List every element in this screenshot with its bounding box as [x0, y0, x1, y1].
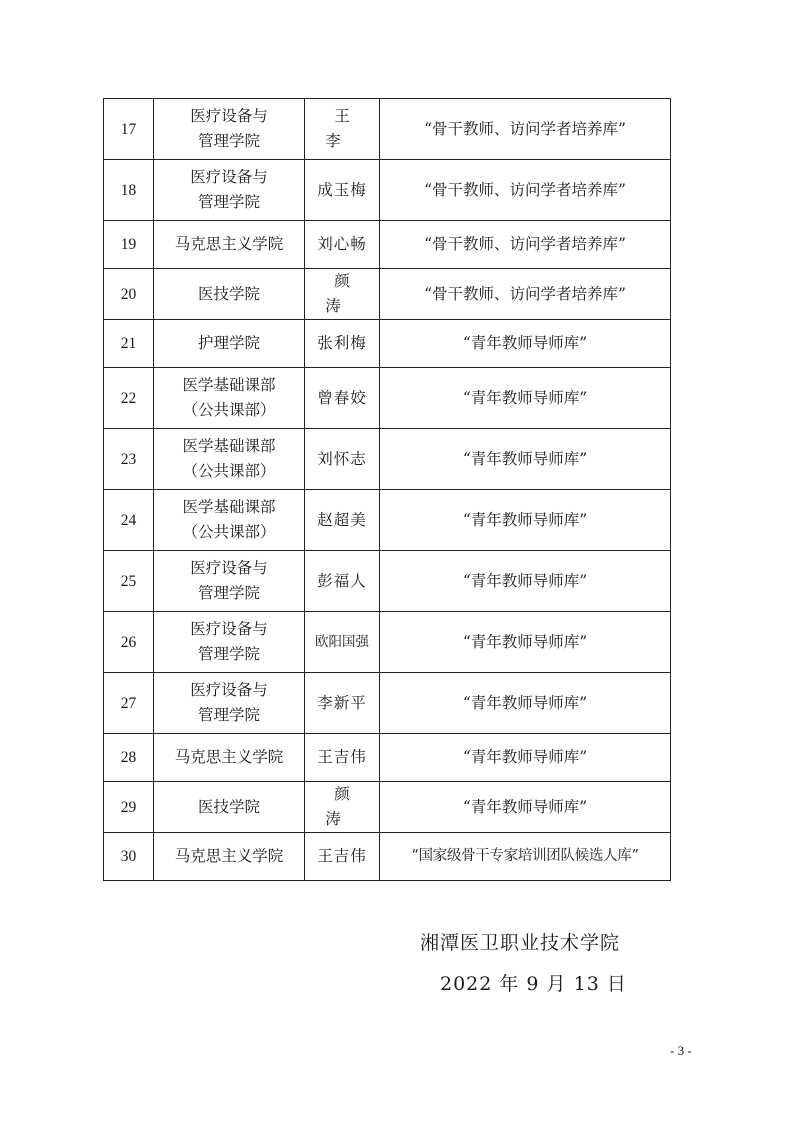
table-row — [104, 612, 671, 673]
table-row — [104, 673, 671, 734]
talent-library: “国家级骨干专家培训团队候选人库” — [380, 833, 671, 881]
department-cell — [154, 99, 305, 160]
department-line: 管理学院 — [197, 193, 260, 211]
talent-library: “青年教师导师库” — [380, 782, 671, 833]
department-line: 医疗设备与 — [190, 559, 268, 577]
teacher-name: 颜涛 — [305, 782, 380, 833]
roster-table-body — [104, 99, 671, 881]
teacher-name: 刘怀志 — [305, 429, 380, 490]
talent-library: “青年教师导师库” — [380, 612, 671, 673]
teacher-name: 刘心畅 — [305, 221, 380, 269]
row-number: 21 — [104, 320, 154, 368]
teacher-name: 李新平 — [305, 673, 380, 734]
row-number: 27 — [104, 673, 154, 734]
department-line: 医技学院 — [197, 284, 260, 303]
talent-library: “骨干教师、访问学者培养库” — [380, 221, 671, 269]
table-row — [104, 99, 671, 160]
table-row — [104, 221, 671, 269]
department-cell — [154, 269, 305, 320]
department-line: （公共课部） — [182, 462, 276, 480]
department-cell — [154, 833, 305, 881]
department-line: 管理学院 — [197, 706, 260, 724]
department-line: 医疗设备与 — [190, 107, 268, 125]
row-number: 30 — [104, 833, 154, 881]
department-line: 马克思主义学院 — [174, 748, 284, 766]
row-number: 24 — [104, 490, 154, 551]
row-number: 26 — [104, 612, 154, 673]
talent-library: “青年教师导师库” — [380, 673, 671, 734]
row-number: 23 — [104, 429, 154, 490]
page-number: - 3 - — [670, 1043, 692, 1058]
department-line: 马克思主义学院 — [174, 847, 284, 865]
department-line: 医疗设备与 — [190, 681, 268, 699]
department-line: 医疗设备与 — [190, 168, 268, 186]
talent-library: “青年教师导师库” — [380, 490, 671, 551]
row-number: 28 — [104, 734, 154, 782]
table-row — [104, 160, 671, 221]
talent-library: “骨干教师、访问学者培养库” — [380, 269, 671, 320]
department-line: 医学基础课部 — [182, 376, 276, 394]
signature-organization: 湘潭医卫职业技术学院 — [420, 932, 621, 954]
teacher-name: 颜涛 — [305, 269, 380, 320]
teacher-name: 王李 — [305, 99, 380, 160]
department-line: 医学基础课部 — [182, 437, 276, 455]
teacher-name: 曾春姣 — [305, 368, 380, 429]
teacher-name: 赵超美 — [305, 490, 380, 551]
teacher-name: 成玉梅 — [305, 160, 380, 221]
talent-library: “青年教师导师库” — [380, 429, 671, 490]
row-number: 19 — [104, 221, 154, 269]
talent-library: “青年教师导师库” — [380, 368, 671, 429]
roster-table — [103, 98, 671, 881]
teacher-name: 王吉伟 — [305, 734, 380, 782]
teacher-name: 张利梅 — [305, 320, 380, 368]
table-row — [104, 429, 671, 490]
talent-library: “青年教师导师库” — [380, 320, 671, 368]
teacher-name: 彭福人 — [305, 551, 380, 612]
signature-date: 2022 年 9 月 13 日 — [440, 973, 627, 995]
department-line: 管理学院 — [197, 132, 260, 150]
department-cell — [154, 551, 305, 612]
department-cell — [154, 490, 305, 551]
table-row — [104, 368, 671, 429]
department-line: 医技学院 — [197, 797, 260, 816]
row-number: 17 — [104, 99, 154, 160]
row-number: 18 — [104, 160, 154, 221]
department-cell — [154, 221, 305, 269]
department-cell — [154, 612, 305, 673]
teacher-name: 王吉伟 — [305, 833, 380, 881]
department-cell — [154, 429, 305, 490]
table-row — [104, 269, 671, 320]
talent-library: “青年教师导师库” — [380, 551, 671, 612]
department-line: 管理学院 — [197, 584, 260, 602]
department-line: 医疗设备与 — [190, 620, 268, 638]
table-row — [104, 490, 671, 551]
talent-library: “骨干教师、访问学者培养库” — [380, 99, 671, 160]
row-number: 20 — [104, 269, 154, 320]
department-line: 管理学院 — [197, 645, 260, 663]
table-row — [104, 551, 671, 612]
department-cell — [154, 320, 305, 368]
table-row — [104, 320, 671, 368]
table-row — [104, 833, 671, 881]
department-line: 护理学院 — [197, 334, 260, 352]
department-cell — [154, 673, 305, 734]
department-cell — [154, 734, 305, 782]
row-number: 22 — [104, 368, 154, 429]
department-cell — [154, 160, 305, 221]
teacher-name: 欧阳国强 — [305, 612, 380, 673]
department-cell — [154, 368, 305, 429]
talent-library: “骨干教师、访问学者培养库” — [380, 160, 671, 221]
row-number: 29 — [104, 782, 154, 833]
row-number: 25 — [104, 551, 154, 612]
department-line: （公共课部） — [182, 523, 276, 541]
talent-library: “青年教师导师库” — [380, 734, 671, 782]
department-line: 医学基础课部 — [182, 498, 276, 516]
department-line: （公共课部） — [182, 401, 276, 419]
table-row — [104, 734, 671, 782]
department-line: 马克思主义学院 — [174, 235, 284, 253]
table-row — [104, 782, 671, 833]
department-cell — [154, 782, 305, 833]
